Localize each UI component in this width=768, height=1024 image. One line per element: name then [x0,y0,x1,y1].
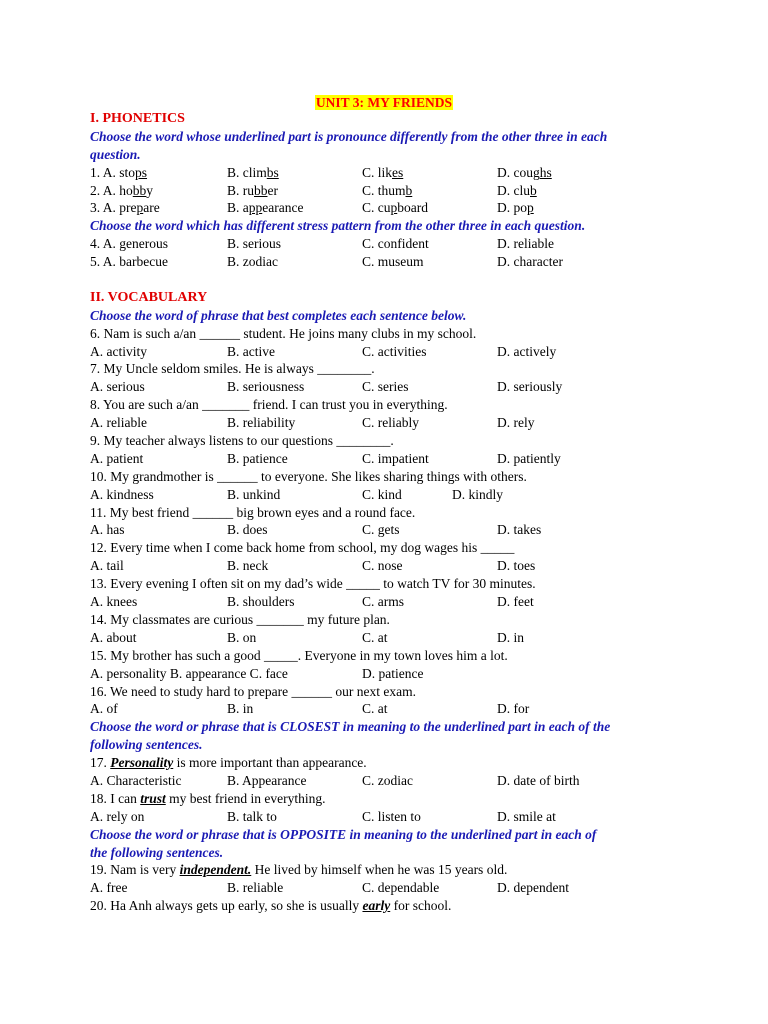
option: A. reliable [90,415,147,431]
option: D. smile at [497,808,556,824]
question-row [90,343,690,361]
option: B. on [227,629,257,645]
question-row [90,557,690,575]
option: C. confident [362,236,429,252]
option: D. club [497,182,537,198]
option: A. rely on [90,808,145,824]
question-stem: 6. Nam is such a/an ______ student. He joins many clubs in my school. [90,325,477,341]
option: C. zodiac [362,772,413,788]
option: A. Characteristic [90,772,182,788]
option: A. free [90,880,128,896]
option: C. nose [362,558,403,574]
option: 4. A. generous [90,236,168,252]
opposite-instruction-line-1: Choose the word or phrase that is OPPOSITE in meaning to the underlined part in each of [90,826,597,842]
question-row [90,235,690,253]
option: B. serious [227,236,281,252]
option: A. about [90,629,137,645]
question-row [90,521,690,539]
question-row [90,378,690,396]
closest-instruction-line-2: following sentences. [90,737,203,753]
phonetics-heading: I. PHONETICS [90,111,185,126]
option: D. date of birth [497,772,580,788]
option: B. unkind [227,486,281,502]
option: D. toes [497,558,536,574]
option: D. actively [497,343,557,359]
option: A. activity [90,343,147,359]
option: C. at [362,629,388,645]
option: B. seriousness [227,379,305,395]
question-row [90,253,690,271]
option: 1. A. stops [90,164,148,180]
option: A. serious [90,379,145,395]
option: D. rely [497,415,535,431]
option: C. at [362,701,388,717]
question-row [90,629,690,647]
option: B. rubber [227,182,278,198]
question-stem: 16. We need to study hard to prepare ______ our next exam. [90,683,416,699]
option: D. patience [362,665,424,681]
question-stem: 20. Ha Anh always gets up early, so she is usually early for school. [90,898,452,914]
question-stem: 10. My grandmother is ______ to everyone. She likes sharing things with others. [90,468,527,484]
option: A. of [90,701,118,717]
option: B. appearance [227,200,304,216]
question-row [90,808,690,826]
question-row [90,700,690,718]
question-stem: 14. My classmates are curious _______ my future plan. [90,611,390,627]
question-stem: 7. My Uncle seldom smiles. He is always ________. [90,361,375,377]
option: B. neck [227,558,269,574]
option: B. zodiac [227,254,278,270]
option: D. for [497,701,530,717]
option: D. character [497,254,563,270]
question-stem: 12. Every time when I come back home from school, my dog wages his _____ [90,540,515,556]
option: C. impatient [362,450,429,466]
option: D. reliable [497,236,554,252]
question-stem: 18. I can trust my best friend in everything. [90,790,326,806]
option: 3. A. prepare [90,200,160,216]
question-row [90,879,690,897]
option: D. pop [497,200,534,216]
option: 5. A. barbecue [90,254,168,270]
question-row [90,772,690,790]
option: C. dependable [362,880,440,896]
option: B. in [227,701,254,717]
option: C. series [362,379,409,395]
underlined-keyword: early [362,898,391,914]
question-stem: 17. Personality is more important than appearance. [90,755,367,771]
option: C. arms [362,594,404,610]
option: A. tail [90,558,124,574]
phonetics-instruction-2: Choose the word which has different stress pattern from the other three in each question. [90,218,586,234]
option: C. reliably [362,415,419,431]
question-row [90,665,690,683]
option: B. Appearance [227,772,307,788]
phonetics-instruction-1-line-1: Choose the word whose underlined part is pronounce differently from the other three in each [90,128,608,144]
question-row [90,450,690,468]
question-stem: 11. My best friend ______ big brown eyes and a round face. [90,504,416,520]
option: 2. A. hobby [90,182,154,198]
option: D. in [497,629,524,645]
option: A. personality B. appearance C. face [90,665,288,681]
option: C. kind [362,486,402,502]
option: C. cupboard [362,200,428,216]
option: C. museum [362,254,424,270]
question-stem: 9. My teacher always listens to our questions ________. [90,433,394,449]
option: D. patiently [497,450,561,466]
question-row [90,164,690,182]
option: B. reliability [227,415,296,431]
option: C. likes [362,164,404,180]
option: A. has [90,522,125,538]
option: C. activities [362,343,427,359]
phonetics-instruction-1-line-2: question. [90,146,141,162]
option: B. shoulders [227,594,295,610]
option: D. seriously [497,379,563,395]
question-row [90,486,690,504]
option: A. knees [90,594,138,610]
question-stem: 15. My brother has such a good _____. Everyone in my town loves him a lot. [90,647,508,663]
option: A. kindness [90,486,154,502]
option: D. kindly [452,486,504,502]
section-spacer [90,271,690,289]
option: C. listen to [362,808,421,824]
question-row [90,182,690,200]
option: B. active [227,343,275,359]
option: C. gets [362,522,400,538]
vocabulary-heading: II. VOCABULARY [90,289,208,305]
question-row [90,414,690,432]
underlined-keyword: independent. [179,862,252,878]
option: D. dependent [497,880,569,896]
closest-instruction-line-1: Choose the word or phrase that is CLOSEST in meaning to the underlined part in each of the [90,719,611,735]
option: D. takes [497,522,542,538]
question-stem: 8. You are such a/an _______ friend. I can trust you in everything. [90,397,448,413]
vocabulary-instruction: Choose the word of phrase that best completes each sentence below. [90,307,467,323]
option: A. patient [90,450,144,466]
question-stem: 19. Nam is very independent. He lived by himself when he was 15 years old. [90,862,508,878]
option: B. does [227,522,268,538]
question-row [90,199,690,217]
underlined-keyword: trust [140,790,166,806]
question-stem: 13. Every evening I often sit on my dad’s wide _____ to watch TV for 30 minutes. [90,576,536,592]
underlined-keyword: Personality [110,755,174,771]
option: D. feet [497,594,534,610]
option: D. coughs [497,164,552,180]
option: B. climbs [227,164,279,180]
unit-title-text: UNIT 3: MY FRIENDS [315,95,453,110]
vocabulary-questions [90,325,690,719]
option: B. reliable [227,880,284,896]
worksheet-content [90,110,690,915]
option: B. patience [227,450,288,466]
opposite-instruction-line-2: the following sentences. [90,844,224,860]
question-row [90,593,690,611]
option: C. thumb [362,182,413,198]
option: B. talk to [227,808,277,824]
